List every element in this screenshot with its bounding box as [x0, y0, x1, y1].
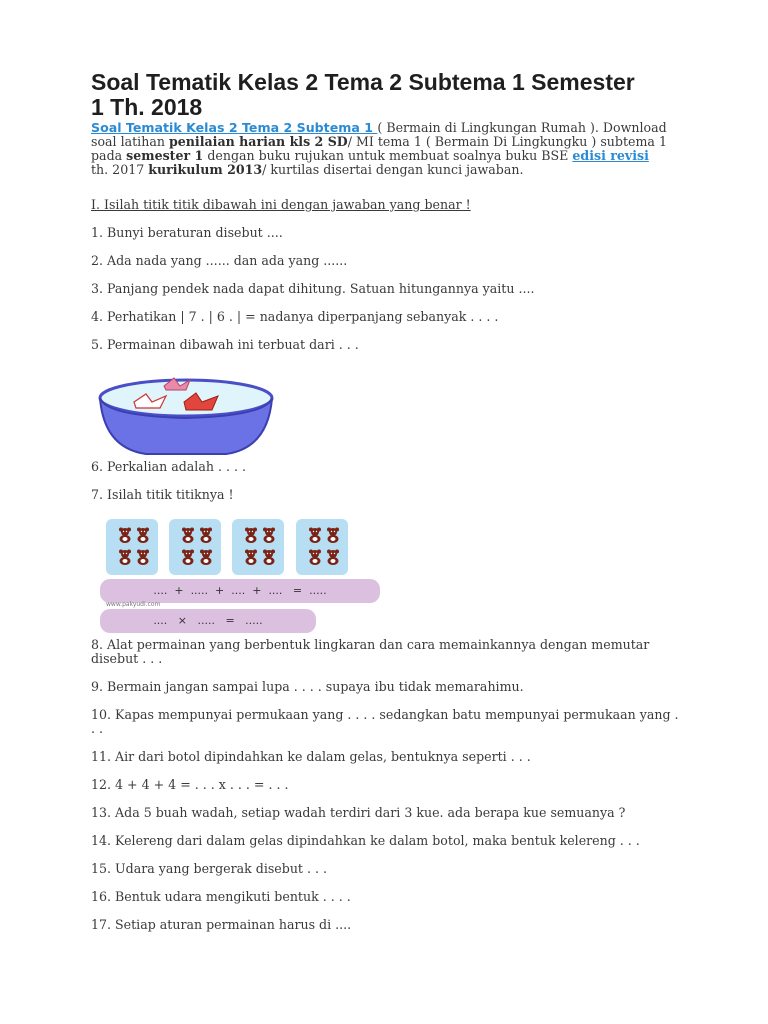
- bear-group-1: [106, 519, 158, 575]
- question-5: 5. Permainan dibawah ini terbuat dari . . .: [91, 337, 359, 352]
- teddy-bear-icon: [181, 527, 195, 543]
- multiplication-sentence: .... × ..... = .....: [100, 609, 316, 633]
- question-8: 8. Alat permainan yang berbentuk lingkaran dan cara memainkannya dengan memutar disebut . . .: [91, 637, 650, 666]
- intro-bold-3: kurikulum 2013: [148, 162, 263, 177]
- question-6: 6. Perkalian adalah . . . .: [91, 459, 246, 474]
- intro-text-1: ( Bermain di Lingkungan Rumah ). Download soal latihan: [91, 120, 667, 149]
- section-heading: I. Isilah titik titik dibawah ini dengan jawaban yang benar !: [91, 197, 471, 212]
- question-13: 13. Ada 5 buah wadah, setiap wadah terdiri dari 3 kue. ada berapa kue semuanya ?: [91, 805, 626, 820]
- question-14: 14. Kelereng dari dalam gelas dipindahkan ke dalam botol, maka bentuk kelereng . . .: [91, 833, 640, 848]
- bear-group-2: [169, 519, 221, 575]
- teddy-bear-icon: [244, 527, 258, 543]
- bear-group-3: [232, 519, 284, 575]
- page-title: Soal Tematik Kelas 2 Tema 2 Subtema 1 Semester 1 Th. 2018: [91, 69, 635, 120]
- question-9: 9. Bermain jangan sampai lupa . . . . supaya ibu tidak memarahimu.: [91, 679, 524, 694]
- intro-paragraph: [91, 121, 669, 177]
- teddy-bear-icon: [136, 549, 150, 565]
- addition-sentence: .... + ..... + .... + .... = .....: [100, 579, 380, 603]
- intro-text-4: th. 2017: [91, 162, 149, 177]
- teddy-bear-icon: [262, 549, 276, 565]
- question-15: 15. Udara yang bergerak disebut . . .: [91, 861, 328, 876]
- watermark-text: www.pakyudi.com: [106, 601, 161, 608]
- question-17: 17. Setiap aturan permainan harus di ....: [91, 917, 352, 932]
- intro-bold-2: semester 1: [126, 148, 204, 163]
- question-7: 7. Isilah titik titiknya !: [91, 487, 234, 502]
- question-3: 3. Panjang pendek nada dapat dihitung. Satuan hitungannya yaitu ....: [91, 281, 535, 296]
- article-body: [91, 70, 681, 932]
- teddy-bear-icon: [118, 527, 132, 543]
- teddy-bear-icon: [308, 549, 322, 565]
- intro-text-2: / MI tema 1 ( Bermain Di Lingkungku ) subtema 1 pada: [91, 134, 667, 163]
- question-2: 2. Ada nada yang ...... dan ada yang ......: [91, 253, 348, 268]
- edisi-revisi-link[interactable]: edisi revisi: [572, 148, 649, 163]
- bear-group-4: [296, 519, 348, 575]
- teddy-bear-icon: [244, 549, 258, 565]
- teddy-bear-icon: [199, 549, 213, 565]
- question-12: 12. 4 + 4 + 4 = . . . x . . . = . . .: [91, 777, 289, 792]
- teddy-bear-icon: [118, 549, 132, 565]
- question-1: 1. Bunyi beraturan disebut ....: [91, 225, 283, 240]
- title-link[interactable]: Soal Tematik Kelas 2 Tema 2 Subtema 1: [91, 120, 378, 135]
- intro-bold-1: penilaian harian kls 2 SD: [168, 134, 348, 149]
- teddy-bear-icon: [262, 527, 276, 543]
- intro-text-5: / kurtilas disertai dengan kunci jawaban.: [262, 162, 524, 177]
- teddy-bear-icon: [308, 527, 322, 543]
- teddy-bear-icon: [199, 527, 213, 543]
- teddy-bear-icon: [326, 527, 340, 543]
- question-11: 11. Air dari botol dipindahkan ke dalam gelas, bentuknya seperti . . .: [91, 749, 531, 764]
- bowl-with-boats-image: [96, 376, 276, 458]
- question-16: 16. Bentuk udara mengikuti bentuk . . . .: [91, 889, 351, 904]
- teddy-bear-icon: [326, 549, 340, 565]
- teddy-bear-icon: [181, 549, 195, 565]
- bears-multiplication-figure: [100, 519, 382, 635]
- question-10: 10. Kapas mempunyai permukaan yang . . . . sedangkan batu mempunyai permukaan yang . . .: [91, 707, 679, 736]
- intro-text-3: dengan buku rujukan untuk membuat soalnya buku BSE: [203, 148, 573, 163]
- teddy-bear-icon: [136, 527, 150, 543]
- question-4: 4. Perhatikan | 7 . | 6 . | = nadanya diperpanjang sebanyak . . . .: [91, 309, 499, 324]
